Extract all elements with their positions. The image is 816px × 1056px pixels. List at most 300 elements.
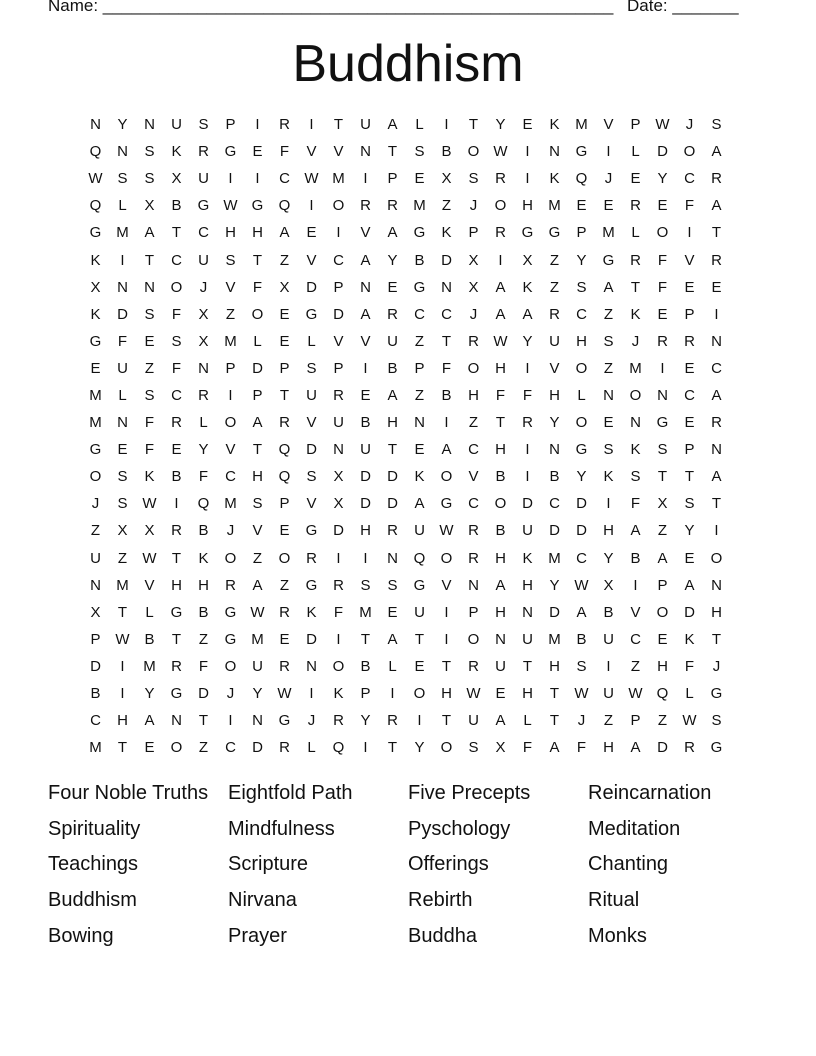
grid-letter: R [387, 197, 398, 215]
grid-letter: I [417, 712, 422, 730]
grid-letter: R [333, 576, 344, 594]
grid-letter: T [711, 630, 722, 648]
grid-row [82, 328, 730, 355]
grid-letter: M [224, 332, 237, 350]
grid-letter: E [684, 359, 695, 377]
grid-letter: K [441, 224, 452, 242]
grid-letter: K [306, 603, 317, 621]
grid-letter: R [630, 251, 641, 269]
grid-letter: T [495, 414, 506, 432]
grid-letter: N [711, 576, 722, 594]
grid-letter: S [144, 305, 155, 323]
grid-letter: J [307, 712, 316, 730]
grid-letter: X [171, 170, 182, 188]
grid-row [82, 490, 730, 517]
grid-letter: V [441, 576, 452, 594]
grid-letter: Q [89, 197, 102, 215]
grid-letter: R [333, 712, 344, 730]
grid-letter: X [90, 603, 101, 621]
grid-letter: C [468, 495, 479, 513]
grid-letter: R [279, 739, 290, 757]
grid-letter: P [468, 224, 479, 242]
grid-row [82, 463, 730, 490]
grid-letter: C [225, 739, 236, 757]
word-bank-item: Chanting [588, 853, 669, 876]
grid-letter: I [714, 522, 719, 540]
grid-letter: Z [198, 739, 209, 757]
grid-letter: B [495, 522, 506, 540]
grid-letter: N [441, 278, 452, 296]
grid-letter: X [333, 495, 344, 513]
grid-letter: U [495, 657, 506, 675]
grid-letter: U [360, 441, 371, 459]
grid-letter: F [441, 359, 452, 377]
grid-letter: E [252, 143, 263, 161]
grid-letter: R [711, 251, 722, 269]
grid-letter: T [549, 712, 560, 730]
grid-letter: W [115, 630, 130, 648]
grid-letter: D [576, 522, 587, 540]
grid-letter: I [228, 386, 233, 404]
grid-letter: P [279, 495, 290, 513]
word-bank-item: Buddha [408, 924, 477, 947]
grid-letter: N [252, 712, 263, 730]
grid-letter: U [90, 549, 101, 567]
grid-letter: H [252, 468, 263, 486]
grid-row [82, 599, 730, 626]
grid-letter: E [90, 359, 101, 377]
word-bank-item: Eightfold Path [228, 782, 353, 804]
grid-letter: T [468, 116, 479, 134]
grid-letter: G [602, 251, 615, 269]
grid-letter: H [576, 332, 587, 350]
word-bank-item: Reincarnation [588, 782, 712, 804]
grid-letter: R [711, 170, 722, 188]
grid-letter: Z [549, 251, 560, 269]
grid-letter: Z [252, 549, 263, 567]
grid-letter: T [117, 739, 128, 757]
grid-letter: D [333, 305, 344, 323]
grid-letter: W [304, 170, 319, 188]
grid-letter: M [548, 197, 561, 215]
grid-letter: J [91, 495, 100, 513]
grid-letter: O [656, 603, 669, 621]
grid-letter: C [684, 170, 695, 188]
grid-letter: M [89, 739, 102, 757]
grid-letter: R [711, 414, 722, 432]
grid-letter: F [117, 332, 128, 350]
grid-letter: T [252, 251, 263, 269]
grid-letter: B [198, 603, 209, 621]
grid-letter: Q [575, 170, 588, 188]
grid-letter: Y [144, 685, 155, 703]
grid-letter: U [549, 332, 560, 350]
grid-letter: P [684, 441, 695, 459]
grid-letter: E [657, 197, 668, 215]
grid-letter: Q [332, 739, 345, 757]
grid-letter: A [387, 630, 398, 648]
grid-letter: T [387, 441, 398, 459]
grid-letter: O [440, 739, 453, 757]
grid-letter: I [363, 739, 368, 757]
grid-letter: U [522, 522, 533, 540]
grid-letter: T [387, 143, 398, 161]
grid-letter: L [631, 143, 640, 161]
grid-letter: U [603, 630, 614, 648]
grid-letter: H [603, 522, 614, 540]
grid-letter: D [657, 739, 668, 757]
grid-letter: J [226, 685, 235, 703]
page-title: Buddhism [292, 35, 524, 93]
word-bank-item: Monks [588, 924, 647, 947]
grid-letter: U [198, 170, 209, 188]
grid-letter: I [525, 468, 530, 486]
grid-letter: V [252, 522, 263, 540]
grid-letter: R [468, 332, 479, 350]
grid-letter: T [117, 603, 128, 621]
grid-letter: X [468, 278, 479, 296]
grid-letter: S [306, 468, 317, 486]
grid-letter: R [684, 739, 695, 757]
grid-letter: V [630, 603, 641, 621]
grid-letter: I [606, 143, 611, 161]
grid-letter: A [495, 305, 506, 323]
grid-letter: G [170, 685, 183, 703]
grid-letter: J [577, 712, 586, 730]
grid-letter: C [549, 495, 560, 513]
grid-letter: S [252, 495, 263, 513]
grid-letter: A [252, 576, 263, 594]
grid-letter: K [684, 630, 695, 648]
grid-letter: G [413, 576, 426, 594]
grid-letter: T [684, 468, 695, 486]
grid-letter: D [387, 468, 398, 486]
grid-letter: S [225, 251, 236, 269]
grid-letter: E [684, 549, 695, 567]
grid-letter: E [306, 224, 317, 242]
grid-letter: Z [225, 305, 236, 323]
grid-letter: B [441, 143, 452, 161]
grid-letter: J [469, 197, 478, 215]
grid-letter: A [495, 576, 506, 594]
grid-letter: C [576, 305, 587, 323]
grid-letter: I [120, 251, 125, 269]
grid-letter: V [468, 468, 479, 486]
grid-row [82, 138, 730, 165]
word-bank-item: Bowing [48, 924, 114, 947]
grid-letter: L [577, 386, 586, 404]
header-line [48, 0, 748, 18]
grid-letter: G [278, 712, 291, 730]
grid-letter: I [444, 116, 449, 134]
grid-letter: U [522, 630, 533, 648]
grid-letter: I [498, 251, 503, 269]
grid-letter: D [360, 468, 371, 486]
grid-letter: P [90, 630, 101, 648]
grid-letter: V [225, 278, 236, 296]
grid-letter: A [495, 278, 506, 296]
grid-letter: I [120, 685, 125, 703]
grid-letter: H [495, 603, 506, 621]
grid-letter: H [441, 685, 452, 703]
grid-letter: O [494, 495, 507, 513]
grid-letter: K [603, 468, 614, 486]
grid-letter: C [630, 630, 641, 648]
grid-letter: C [711, 359, 722, 377]
grid-letter: O [467, 143, 480, 161]
grid-row [82, 219, 730, 246]
grid-letter: A [360, 251, 371, 269]
grid-letter: B [90, 685, 101, 703]
grid-letter: I [687, 224, 692, 242]
grid-letter: H [522, 685, 533, 703]
grid-letter: S [387, 576, 398, 594]
grid-letter: D [306, 278, 317, 296]
grid-letter: H [387, 414, 398, 432]
grid-letter: X [603, 576, 614, 594]
grid-letter: Q [278, 441, 291, 459]
grid-letter: D [549, 603, 560, 621]
grid-letter: N [414, 414, 425, 432]
grid-letter: P [630, 712, 641, 730]
grid-letter: Z [549, 278, 560, 296]
grid-letter: N [522, 603, 533, 621]
grid-letter: P [657, 576, 668, 594]
grid-letter: L [145, 603, 154, 621]
grid-letter: S [117, 495, 128, 513]
grid-letter: X [522, 251, 533, 269]
grid-letter: P [360, 685, 371, 703]
grid-letter: S [603, 332, 614, 350]
grid-letter: I [228, 170, 233, 188]
grid-letter: Y [117, 116, 128, 134]
grid-letter: Z [414, 386, 425, 404]
grid-letter: O [332, 197, 345, 215]
grid-letter: Q [278, 468, 291, 486]
grid-letter: O [170, 739, 183, 757]
grid-letter: T [711, 495, 722, 513]
grid-letter: R [522, 414, 533, 432]
grid-letter: S [468, 739, 479, 757]
grid-letter: V [333, 143, 344, 161]
grid-letter: V [306, 414, 317, 432]
grid-letter: R [684, 332, 695, 350]
grid-letter: U [468, 712, 479, 730]
grid-letter: A [630, 522, 641, 540]
grid-letter: Z [279, 251, 290, 269]
grid-row [82, 626, 730, 653]
grid-letter: F [657, 251, 668, 269]
grid-row [82, 653, 730, 680]
grid-letter: Z [603, 305, 614, 323]
grid-letter: G [251, 197, 264, 215]
grid-letter: V [333, 332, 344, 350]
name-field-label: Name: ______________________________________________________ [48, 0, 614, 15]
grid-letter: P [252, 386, 263, 404]
grid-letter: B [576, 630, 587, 648]
grid-letter: M [332, 170, 345, 188]
grid-letter: L [415, 116, 424, 134]
grid-letter: U [252, 657, 263, 675]
grid-letter: B [441, 386, 452, 404]
grid-letter: D [576, 495, 587, 513]
grid-letter: S [630, 468, 641, 486]
grid-letter: F [576, 739, 587, 757]
grid-letter: S [711, 712, 722, 730]
grid-letter: C [576, 549, 587, 567]
grid-letter: D [333, 522, 344, 540]
grid-letter: T [360, 630, 371, 648]
grid-row [82, 246, 730, 273]
grid-letter: A [711, 143, 722, 161]
grid-letter: I [525, 359, 530, 377]
grid-letter: B [603, 603, 614, 621]
grid-letter: H [549, 386, 560, 404]
grid-letter: I [228, 712, 233, 730]
grid-letter: O [656, 224, 669, 242]
grid-letter: R [333, 386, 344, 404]
grid-letter: H [198, 576, 209, 594]
grid-letter: J [685, 116, 694, 134]
grid-letter: R [387, 305, 398, 323]
grid-letter: N [360, 278, 371, 296]
grid-letter: G [224, 630, 237, 648]
grid-letter: T [549, 685, 560, 703]
grid-letter: R [198, 143, 209, 161]
grid-letter: A [657, 549, 668, 567]
grid-letter: G [89, 332, 102, 350]
grid-letter: B [360, 414, 371, 432]
grid-letter: E [414, 657, 425, 675]
grid-letter: H [468, 386, 479, 404]
grid-letter: E [711, 278, 722, 296]
grid-letter: I [255, 116, 260, 134]
grid-letter: D [441, 251, 452, 269]
grid-letter: M [359, 603, 372, 621]
grid-letter: W [88, 170, 103, 188]
grid-letter: R [279, 414, 290, 432]
grid-letter: F [144, 441, 155, 459]
grid-letter: H [657, 657, 668, 675]
grid-letter: X [657, 495, 668, 513]
grid-letter: T [333, 116, 344, 134]
grid-letter: R [549, 305, 560, 323]
grid-letter: R [468, 657, 479, 675]
grid-letter: C [468, 441, 479, 459]
grid-letter: U [603, 685, 614, 703]
grid-letter: X [198, 305, 209, 323]
grid-letter: H [711, 603, 722, 621]
grid-letter: F [252, 278, 263, 296]
grid-row [82, 707, 730, 734]
grid-letter: K [333, 685, 344, 703]
grid-letter: V [360, 332, 371, 350]
grid-letter: E [171, 441, 182, 459]
grid-letter: E [684, 414, 695, 432]
grid-letter: Y [576, 251, 587, 269]
word-bank-item: Meditation [588, 817, 681, 840]
grid-row [82, 355, 730, 382]
grid-letter: U [414, 603, 425, 621]
grid-letter: W [493, 332, 508, 350]
grid-letter: R [657, 332, 668, 350]
grid-letter: N [90, 576, 101, 594]
grid-letter: C [441, 305, 452, 323]
grid-letter: E [279, 305, 290, 323]
grid-row [82, 274, 730, 301]
grid-letter: I [390, 685, 395, 703]
grid-letter: D [306, 441, 317, 459]
grid-letter: O [467, 359, 480, 377]
grid-letter: U [171, 116, 182, 134]
grid-letter: S [711, 116, 722, 134]
grid-letter: E [117, 441, 128, 459]
grid-row [82, 382, 730, 409]
grid-letter: G [305, 576, 318, 594]
grid-letter: N [603, 386, 614, 404]
grid-row [82, 111, 730, 138]
grid-letter: D [360, 495, 371, 513]
grid-letter: H [495, 441, 506, 459]
grid-row [82, 680, 730, 707]
grid-letter: G [224, 603, 237, 621]
grid-letter: E [657, 630, 668, 648]
grid-letter: K [630, 441, 641, 459]
grid-letter: J [199, 278, 208, 296]
grid-letter: G [575, 143, 588, 161]
grid-letter: U [333, 414, 344, 432]
grid-letter: R [630, 197, 641, 215]
grid-letter: W [493, 143, 508, 161]
word-bank-item: Prayer [228, 924, 287, 947]
grid-letter: P [225, 359, 236, 377]
grid-letter: Y [684, 522, 695, 540]
grid-letter: W [574, 576, 589, 594]
grid-letter: Q [278, 197, 291, 215]
grid-letter: I [120, 657, 125, 675]
word-bank-item: Four Noble Truths [48, 782, 209, 804]
grid-letter: O [575, 414, 588, 432]
grid-letter: G [89, 224, 102, 242]
grid-letter: F [630, 495, 641, 513]
grid-letter: M [629, 359, 642, 377]
grid-letter: Z [441, 197, 452, 215]
grid-letter: N [387, 549, 398, 567]
grid-letter: T [441, 712, 452, 730]
word-bank-item: Mindfulness [228, 817, 335, 840]
grid-letter: Z [657, 522, 668, 540]
grid-letter: N [144, 278, 155, 296]
letter-grid [82, 111, 730, 761]
grid-letter: I [714, 305, 719, 323]
grid-letter: N [117, 143, 128, 161]
grid-letter: Z [279, 576, 290, 594]
grid-letter: U [387, 332, 398, 350]
grid-letter: I [660, 359, 665, 377]
grid-letter: S [144, 386, 155, 404]
grid-letter: O [467, 630, 480, 648]
grid-letter: X [144, 197, 155, 215]
grid-letter: S [360, 576, 371, 594]
grid-letter: E [414, 441, 425, 459]
grid-letter: D [90, 657, 101, 675]
word-bank-item: Buddhism [48, 889, 137, 912]
grid-letter: R [306, 549, 317, 567]
grid-letter: C [171, 386, 182, 404]
grid-row [82, 545, 730, 572]
grid-letter: K [198, 549, 209, 567]
grid-letter: P [468, 603, 479, 621]
